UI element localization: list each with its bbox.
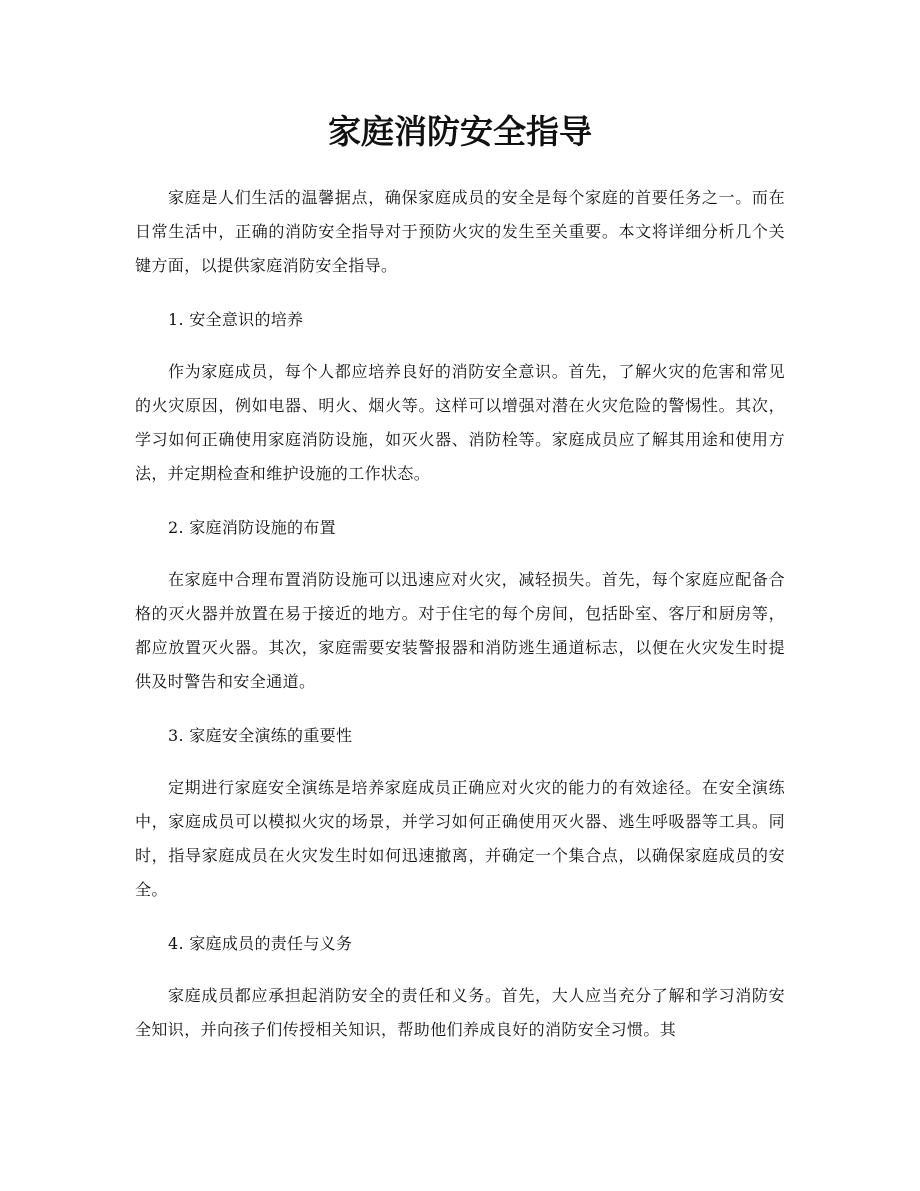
section-heading-4: 4. 家庭成员的责任与义务 [168,934,353,953]
section-heading-2: 2. 家庭消防设施的布置 [168,518,336,537]
page-title: 家庭消防安全指导 [328,112,592,151]
document-body [135,181,785,1047]
section-heading-3: 3. 家庭安全演练的重要性 [168,726,353,745]
section-body-2: 在家庭中合理布置消防设施可以迅速应对火灾，减轻损失。首先，每个家庭应配备合格的灭火器并放置在易于接近的地方。对于住宅的每个房间，包括卧室、客厅和厨房等，都应放置灭火器。其次，家庭需要安装警报器和消防逃生通道标志，以便在火灾发生时提供及时警告和安全通道。 [135,570,785,691]
intro-paragraph: 家庭是人们生活的温馨据点，确保家庭成员的安全是每个家庭的首要任务之一。而在日常生活中，正确的消防安全指导对于预防火灾的发生至关重要。本文将详细分析几个关键方面，以提供家庭消防安全指导。 [135,188,785,275]
section-body-1: 作为家庭成员，每个人都应培养良好的消防安全意识。首先，了解火灾的危害和常见的火灾原因，例如电器、明火、烟火等。这样可以增强对潜在火灾危险的警惕性。其次，学习如何正确使用家庭消防设施，如灭火器、消防栓等。家庭成员应了解其用途和使用方法，并定期检查和维护设施的工作状态。 [135,362,785,483]
section-heading-1: 1. 安全意识的培养 [168,310,304,329]
section-body-3: 定期进行家庭安全演练是培养家庭成员正确应对火灾的能力的有效途径。在安全演练中，家庭成员可以模拟火灾的场景，并学习如何正确使用灭火器、逃生呼吸器等工具。同时，指导家庭成员在火灾发生时如何迅速撤离，并确定一个集合点，以确保家庭成员的安全。 [135,778,785,899]
section-body-4: 家庭成员都应承担起消防安全的责任和义务。首先，大人应当充分了解和学习消防安全知识，并向孩子们传授相关知识，帮助他们养成良好的消防安全习惯。其 [135,986,785,1039]
